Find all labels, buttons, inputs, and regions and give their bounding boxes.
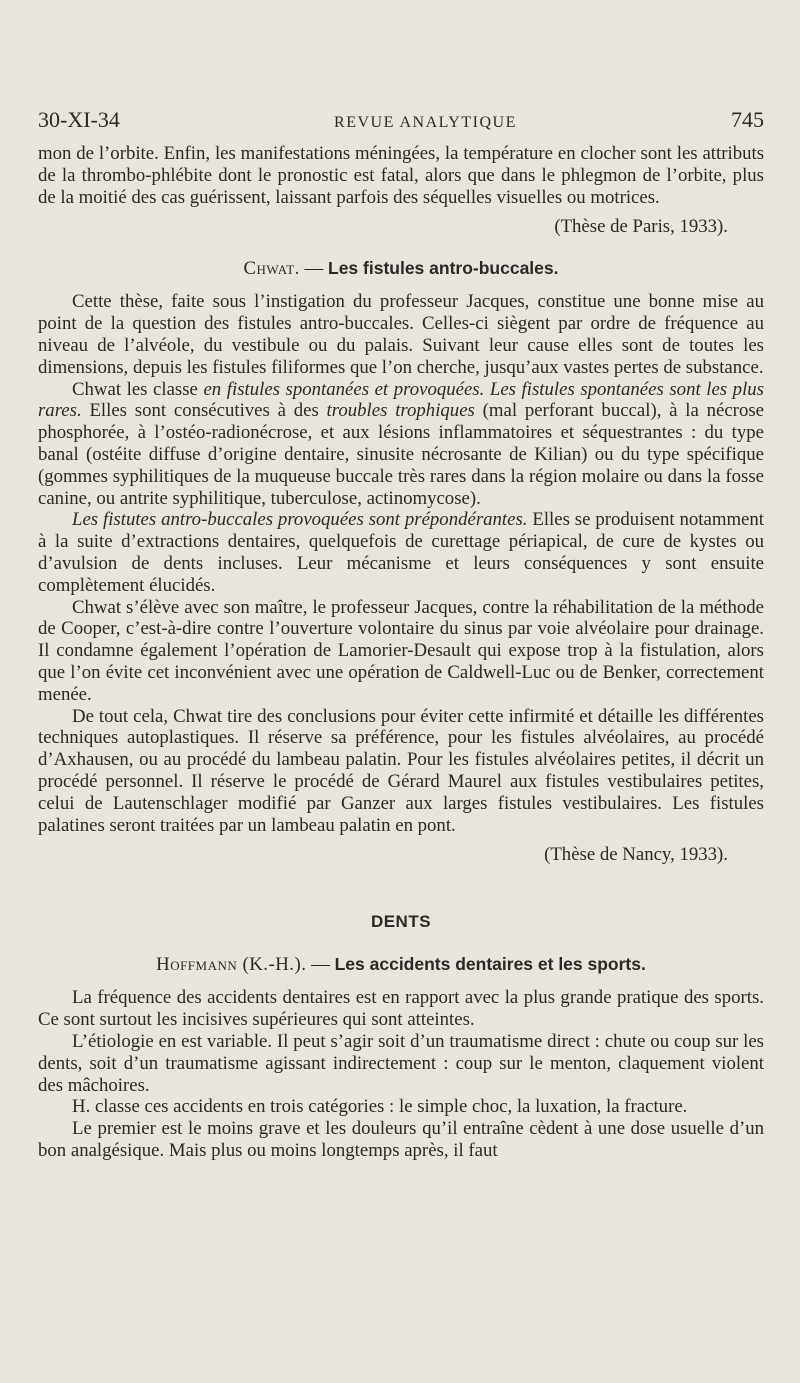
source-citation: (Thèse de Nancy, 1933). [544, 844, 728, 866]
article-paragraph [38, 509, 764, 596]
text-run: (mal perforant buccal), à la nécrose phosphorée, à l’ostéo-radionécrose, et aux lésions inflammatoires et séquestrantes : du type banal (ostéite diffuse d’origine dentaire, sinusite nécrosante de Kilian) ou du type spécifique (gommes syphilitiques de la muqueuse buccale très rares dans la région molaire ou dans la fosse canine, ou antrite syphilitique, tuberculose, actinomycose). [38, 400, 764, 509]
heading-dash: — [306, 954, 335, 976]
article-paragraph: Cette thèse, faite sous l’instigation du professeur Jacques, constitue une bonne mise au point de la question des fistules antro-buccales. Celles-ci siègent par ordre de fréquence au niveau de l’alvéole, du vestibule ou du palais. Suivant leur cause elles sont de toutes les dimensions, depuis les fistules filiformes que l’on cherche, jusqu’aux vastes pertes de substance. [38, 291, 764, 378]
italic-run: Les fistutes antro-buccales provoquées sont prépondérantes. [72, 509, 528, 531]
section-heading: DENTS [370, 912, 432, 932]
article-author: Chwat. [243, 258, 300, 280]
text-run: Chwat les classe [72, 378, 204, 400]
page-number: 745 [730, 107, 764, 132]
text-run: Elles se produisent notamment à la suite d’extractions dentaires, quelquefois de curettage périapical, de cure de kystes ou d’avulsion de dents incluses. Leur mécanisme et leurs conséquences y sont ensuite complètement élucidés. [38, 509, 764, 596]
continuation-paragraph: mon de l’orbite. Enfin, les manifestations méningées, la température en clocher sont les attributs de la thrombo-phlébite dont le pronostic est fatal, alors que dans le phlegmon de l’orbite, plus de la moitié des cas guérissent, laissant parfois des séquelles visuelles ou motrices. [38, 143, 764, 208]
italic-run: troubles trophiques [326, 400, 475, 422]
heading-dash: — [299, 258, 328, 280]
article-paragraph: Le premier est le moins grave et les douleurs qu’il entraîne cèdent à une dose usuelle d’un bon analgésique. Mais plus ou moins longtemps après, il faut [38, 1118, 764, 1161]
journal-title: REVUE ANALYTIQUE [334, 114, 517, 131]
source-citation: (Thèse de Paris, 1933). [554, 216, 728, 238]
article-heading [38, 952, 764, 977]
article-paragraph: Chwat s’élève avec son maître, le professeur Jacques, contre la réhabilitation de la méthode de Cooper, c’est-à-dire contre l’ouverture volontaire du sinus par voie alvéolaire pour drainage. Il condamne également l’opération de Lamorier-Desault qui expose trop à la fistulation, alors que l’on évite cet inconvénient avec une opération de Caldwell-Luc ou de Benker, correctement menée. [38, 596, 764, 705]
article-title: Les fistules antro-buccales. [328, 258, 559, 279]
article-heading [38, 256, 764, 281]
running-head [38, 102, 764, 141]
article-paragraph: La fréquence des accidents dentaires est en rapport avec la plus grande pratique des sports. Ce sont surtout les incisives supérieures qui sont atteintes. [38, 987, 764, 1031]
article-paragraph: L’étiologie en est variable. Il peut s’agir soit d’un traumatisme direct : chute ou coup sur les dents, soit d’un traumatisme agissant indirectement : coup sur le menton, claquement violent des mâchoires. [38, 1030, 764, 1096]
italic-run: en fistules spontanées et provoquées. Les fistules spontanées sont les plus rares. [38, 378, 764, 422]
text-run: Elles sont consécutives à des [81, 400, 327, 422]
article-paragraph: De tout cela, Chwat tire des conclusions pour éviter cette infirmité et détaille les différentes techniques autoplastiques. Il réserve sa préférence, pour les fistules alvéolaires, au procédé d’Axhausen, ou au procédé du lambeau palatin. Pour les fistules alvéolaires petites, il décrit un procédé personnel. Il réserve le procédé de Gérard Maurel aux fistules vestibulaires petites, celui de Lautenschlager modifié par Ganzer aux larges fistules vestibulaires. Les fistules palatines seront traitées par un lambeau palatin en pont. [38, 705, 764, 836]
article-paragraph: H. classe ces accidents en trois catégories : le simple choc, la luxation, la fracture. [72, 1096, 688, 1118]
article-paragraph [38, 379, 764, 510]
issue-date: 30-XI-34 [38, 107, 120, 132]
article-author: Hoffmann (K.-H.). [156, 954, 307, 976]
article-title: Les accidents dentaires et les sports. [334, 954, 646, 975]
